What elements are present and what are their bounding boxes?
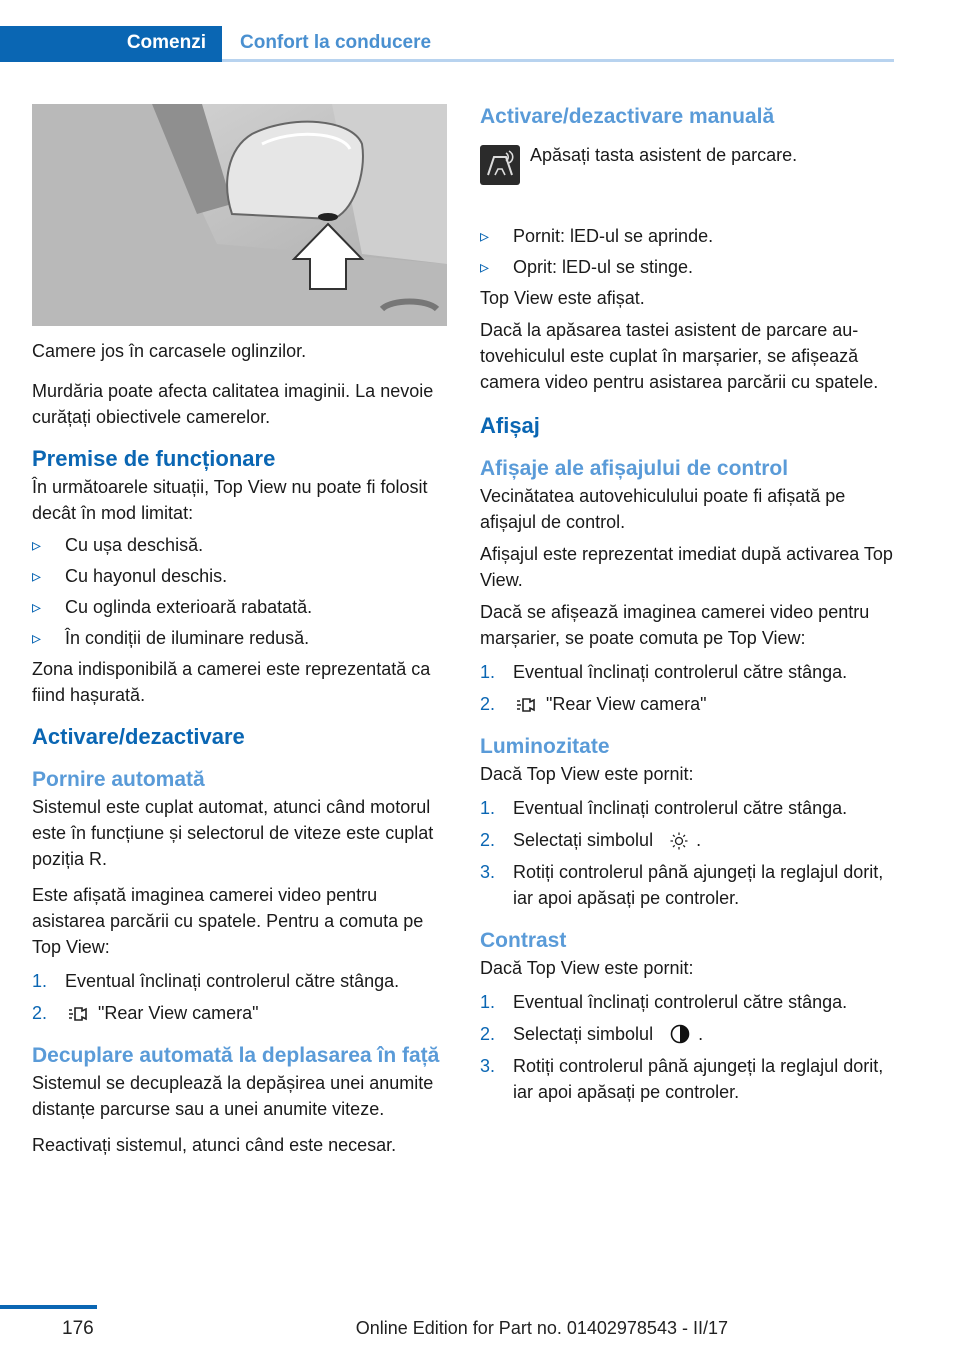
paragraph-zone: Zona indisponibilă a camerei este reprezentată ca fiind hașurată. [32, 659, 431, 705]
paragraph-pornire-2: Este afișată imaginea camerei video pentru asistarea parcării cu spatele. Pentru a comuta pe Top View: [32, 885, 424, 957]
list-item: 2. "Rear View camera" [480, 694, 707, 714]
tab-confort-la-conducere[interactable]: Confort la conducere [240, 32, 432, 53]
paragraph-pornire-1: Sistemul este cuplat automat, atunci când motorul este în funcțiune și selectorul de viteze este cuplat poziția R. [32, 797, 434, 869]
edition-footer: Online Edition for Part no. 01402978543 - II/17 [355, 1318, 728, 1338]
paragraph-decuplare: Sistemul se decuplează la depășirea unei anumite distanțe parcurse sau a unei anumite viteze. [32, 1073, 434, 1119]
list-item: 1. Eventual înclinați controlerul către stânga. [480, 798, 848, 818]
list-item: 2. Selectați simbolul . [480, 1024, 704, 1044]
paragraph-reactivati: Reactivați sistemul, atunci când este necesar. [32, 1135, 397, 1155]
heading-afisaje: Afișaje ale afișajului de control [480, 457, 789, 480]
image-caption: Camere jos în carcasele oglinzilor. [32, 341, 307, 361]
paragraph-luminozitate: Dacă Top View este pornit: [480, 764, 694, 784]
heading-luminozitate: Luminozitate [480, 735, 610, 758]
paragraph-contrast: Dacă Top View este pornit: [480, 958, 694, 978]
list-item: 3. Rotiți controlerul până ajungeți la reglajul dorit, iar apoi apăsați pe controler. [480, 1056, 884, 1102]
steps-pornire [32, 968, 447, 1026]
list-item: 3. Rotiți controlerul până ajungeți la reglajul dorit, iar apoi apăsați pe controler. [480, 862, 884, 908]
header-rule [222, 59, 894, 62]
mirror-camera-illustration [32, 104, 447, 326]
paragraph-topview: Top View este afișat. [480, 288, 645, 308]
heading-decuplare: Decuplare automată la deplasarea în față [32, 1044, 440, 1067]
rear-camera-icon [515, 696, 535, 714]
heading-pornire: Pornire automată [32, 768, 205, 791]
list-item: ▹ În condiții de iluminare redusă. [32, 625, 447, 651]
top-navigation [0, 26, 894, 62]
paragraph-daca: Dacă la apăsarea tastei asistent de parcare autovehiculul este cuplat în marșarier, se afișează camera video pentru asistarea parcării cu spatele. [480, 320, 879, 392]
heading-premise: Premise de funcționare [32, 446, 276, 471]
list-item: ▹ Cu oglinda exterioară rabatată. [32, 594, 447, 620]
heading-activare: Activare/dezactivare [32, 724, 245, 749]
paragraph-dirt: Murdăria poate afecta calitatea imaginii. La nevoie curățați obiectivele camerelor. [32, 381, 434, 427]
steps-afisaje [480, 659, 900, 717]
right-column [480, 103, 900, 1111]
manual-list [480, 223, 900, 280]
heading-manuala: Activare/dezactivare manuală [480, 105, 775, 128]
footer-rule [0, 1305, 97, 1309]
list-item: 1. Eventual înclinați controlerul către stânga. [480, 992, 848, 1012]
rear-camera-icon [67, 1005, 87, 1023]
list-item: 1. Eventual înclinați controlerul către stânga. [480, 662, 848, 682]
list-item: 2. "Rear View camera" [32, 1003, 259, 1023]
paragraph-dacase: Dacă se afișează imaginea camerei video pentru marșarier, se poate comuta pe Top View: [480, 602, 870, 648]
paragraph-vecinatatea: Vecinătatea autovehiculului poate fi afișată pe afișajul de control. [480, 486, 846, 532]
page-number: 176 [62, 1318, 94, 1339]
paragraph-apasati: Apăsați tasta asistent de parcare. [530, 145, 798, 165]
heading-contrast: Contrast [480, 929, 567, 952]
steps-luminozitate [480, 795, 900, 911]
left-column [32, 104, 447, 1158]
heading-afisaj: Afișaj [480, 413, 540, 438]
steps-contrast [480, 989, 900, 1105]
tab-comenzi[interactable]: Comenzi [0, 26, 222, 62]
list-item: 2. Selectați simbolul . [480, 830, 702, 850]
list-item: ▹ Pornit: lED-ul se aprinde. [480, 223, 900, 249]
paragraph-afisajul: Afișajul este reprezentat imediat după activarea Top View. [480, 544, 893, 590]
paragraph-premise: În următoarele situații, Top View nu poate fi folosit decât în mod limitat: [32, 477, 428, 523]
brightness-icon [670, 832, 688, 850]
park-assist-button-icon [480, 145, 520, 185]
contrast-icon [670, 1024, 690, 1044]
list-item: ▹ Cu ușa deschisă. [32, 532, 447, 558]
premise-list [32, 532, 447, 651]
list-item: 1. Eventual înclinați controlerul către stânga. [32, 971, 400, 991]
list-item: ▹ Cu hayonul deschis. [32, 563, 447, 589]
list-item: ▹ Oprit: lED-ul se stinge. [480, 254, 900, 280]
park-assist-row [480, 131, 900, 203]
